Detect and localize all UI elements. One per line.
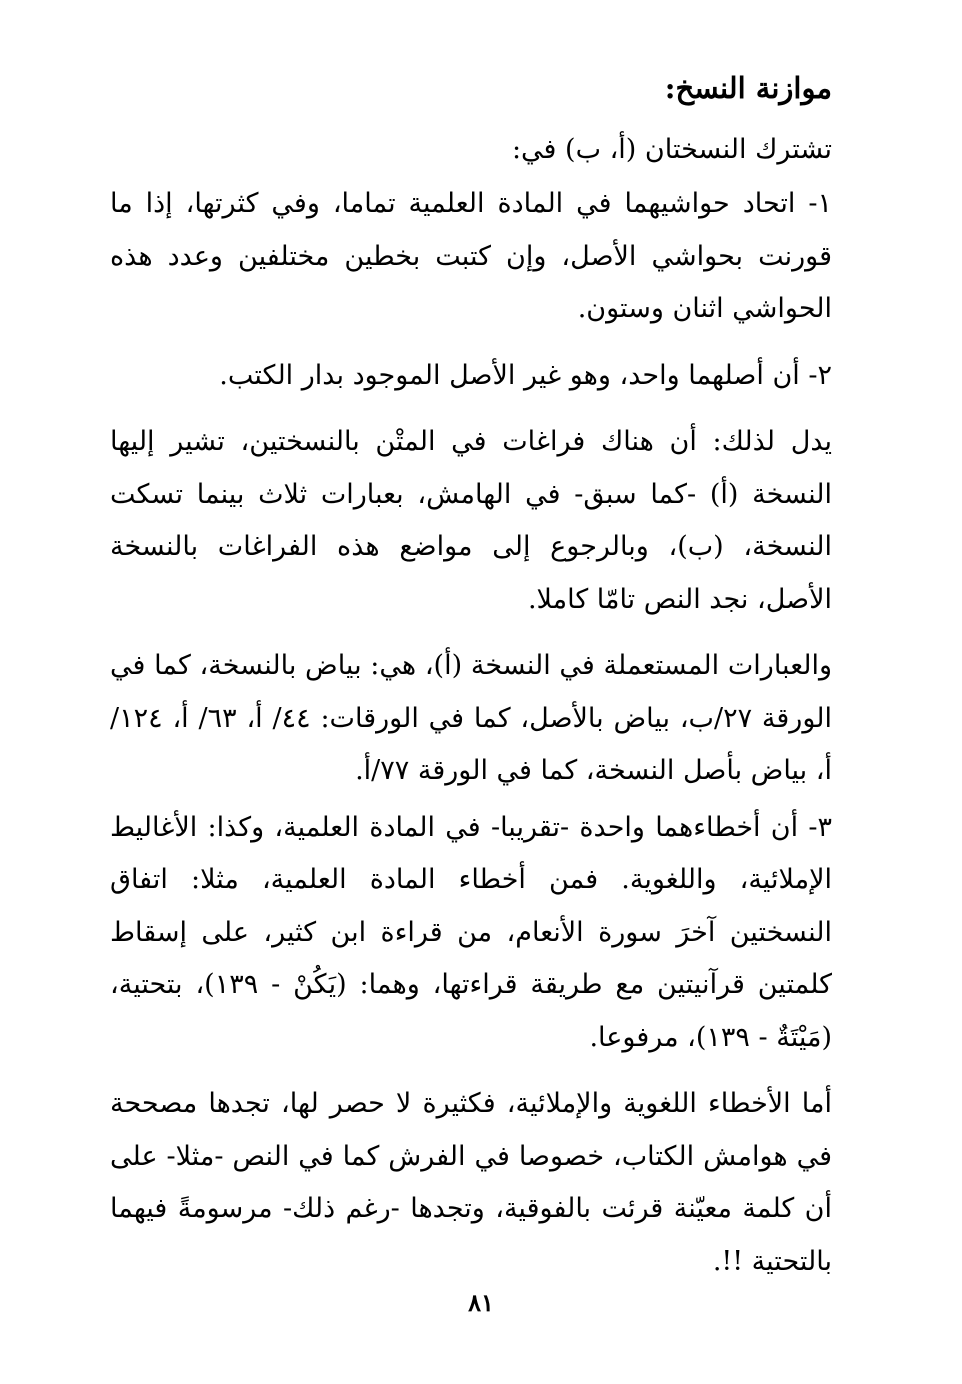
page-number: ٨١ bbox=[468, 1288, 494, 1317]
paragraph-point-1: ١- اتحاد حواشيهما في المادة العلمية تماما، وفي كثرتها، إذا ما قورنت بحواشي الأصل، وإن كتبت بخطين مختلفين وعدد هذه الحواشي اثنان وستون. bbox=[110, 188, 832, 324]
paragraph-expressions: والعبارات المستعملة في النسخة (أ)، هي: بياض بالنسخة، كما في الورقة ٢٧/ب، بياض بالأصل، كما في الورقات: ٤٤/ أ، ٦٣/ أ، ١٢٤/أ، بياض بأصل النسخة، كما في الورقة ٧٧/أ. bbox=[110, 650, 833, 786]
intro-line: تشترك النسختان (أ، ب) في: bbox=[511, 134, 832, 165]
paragraph-point-3: ٣- أن أخطاءهما واحدة -تقريبا- في المادة العلمية، وكذا: الأغاليط الإملائية، واللغوية. فمن أخطاء المادة العلمية، مثلا: اتفاق النسختين آخرَ سورة الأنعام، من قراءة ابن كثير، على إسقاط كلمتين قرآنيتين مع طريقة قراءتها، وهما: (يَكُنْ - ١٣٩)، بتحتية، (مَيْتَةٌ - ١٣٩)، مرفوعا. bbox=[110, 811, 833, 1053]
paragraph-point-2: ٢- أن أصلهما واحد، وهو غير الأصل الموجود بدار الكتب. bbox=[219, 359, 832, 391]
page-body bbox=[110, 68, 832, 1302]
paragraph-evidence: يدل لذلك: أن هناك فراغات في المتْن بالنسختين، تشير إليها النسخة (أ) -كما سبق- في الهامش، بعبارات ثلاث بينما تسكت النسخة، (ب)، وبالرجوع إلى مواضع هذه الفراغات بالنسخة الأصل، نجد النص تامّا كاملا. bbox=[110, 426, 833, 615]
section-heading: موازنة النسخ: bbox=[664, 71, 832, 105]
paragraph-errors: أما الأخطاء اللغوية والإملائية، فكثيرة لا حصر لها، تجدها مصححة في هوامش الكتاب، خصوصا في الفرش كما في النص -مثلا- على أن كلمة معيّنة قرئت بالفوقية، وتجدها -رغم ذلك- مرسومةً فيهما بالتحتية !!. bbox=[110, 1088, 833, 1277]
